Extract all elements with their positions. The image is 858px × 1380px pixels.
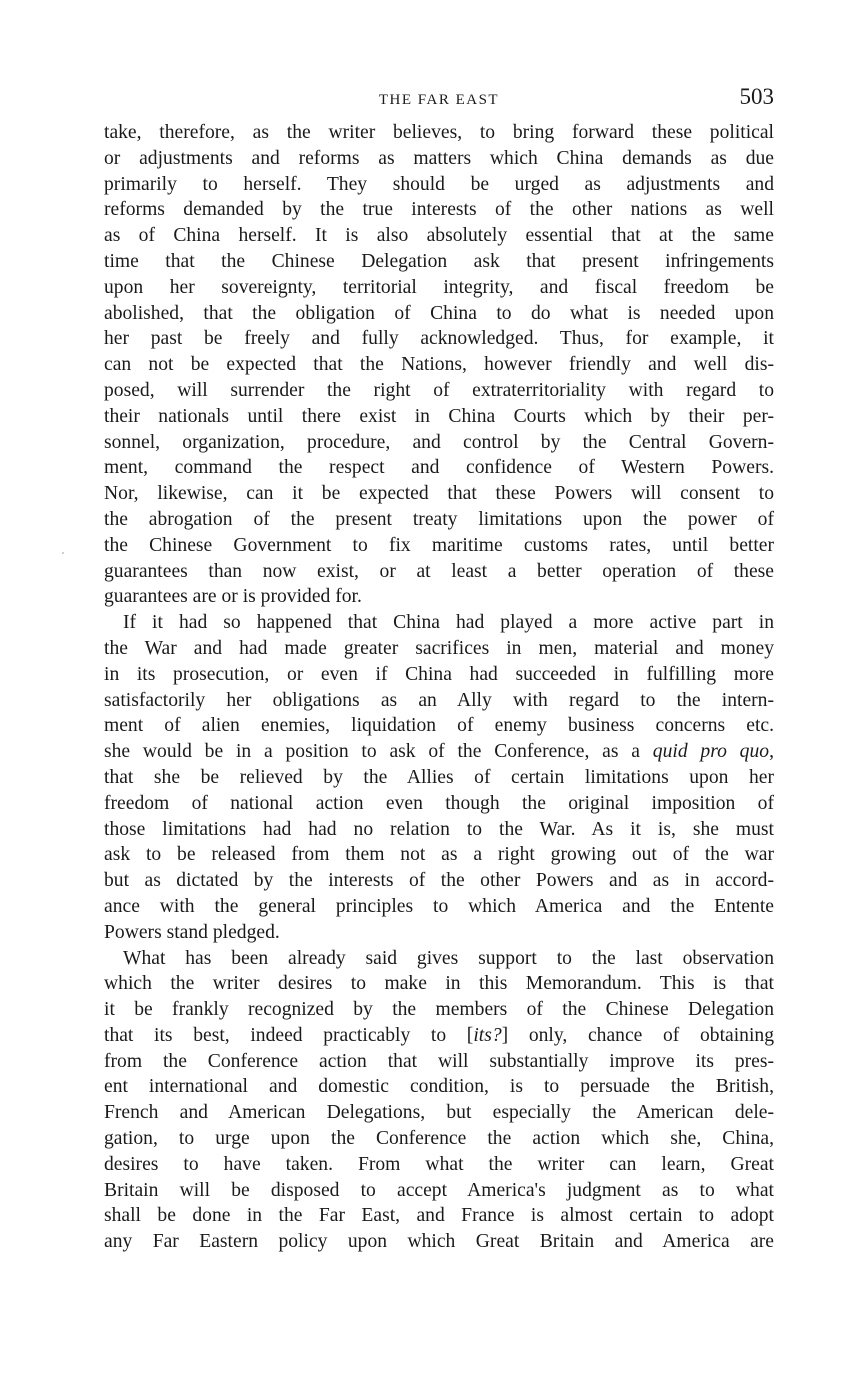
- text-line: What has been already said gives support to the last observation: [123, 947, 774, 969]
- text-line: shall be done in the Far East, and France is almost certain to adopt: [104, 1205, 774, 1227]
- margin-speck: [62, 552, 64, 554]
- body-text: [104, 120, 774, 1255]
- text-segment: she would be in a position to ask of the Conference, as a: [104, 741, 653, 763]
- text-line: freedom of national action even though the original imposition of: [104, 792, 774, 814]
- text-line: those limitations had had no relation to the War. As it is, she must: [104, 818, 774, 840]
- text-line: take, therefore, as the writer believes, to bring forward these political: [104, 122, 774, 143]
- text-line: [104, 739, 774, 765]
- text-line: ment, command the respect and confidence of Western Powers.: [104, 457, 774, 479]
- running-head: [104, 86, 774, 120]
- text-line: If it had so happened that China had played a more active part in: [123, 612, 774, 634]
- paragraph-3: [104, 946, 774, 1256]
- paragraph-2: [104, 610, 774, 945]
- text-line: satisfactorily her obligations as an Ally with regard to the intern-: [104, 689, 774, 711]
- text-line: which the writer desires to make in this Memorandum. This is that: [104, 973, 774, 995]
- text-line: ance with the general principles to which America and the Entente: [104, 895, 774, 917]
- text-line: guarantees than now exist, or at least a better operation of these: [104, 560, 774, 582]
- page-number: 503: [739, 84, 774, 109]
- text-line: the War and had made greater sacrifices in men, material and money: [104, 637, 774, 659]
- text-line: their nationals until there exist in China Courts which by their per-: [104, 405, 774, 427]
- text-line: that she be relieved by the Allies of certain limitations upon her: [104, 766, 774, 788]
- text-line: primarily to herself. They should be urged as adjustments and: [104, 173, 774, 195]
- text-line: her past be freely and fully acknowledged. Thus, for example, it: [104, 328, 774, 350]
- text-line: abolished, that the obligation of China to do what is needed upon: [104, 302, 774, 324]
- text-line: any Far Eastern policy upon which Great Britain and America are: [104, 1231, 774, 1253]
- text-line: Powers stand pledged.: [104, 921, 280, 943]
- text-line: ent international and domestic condition, is to persuade the British,: [104, 1076, 774, 1098]
- text-line: French and American Delegations, but especially the American dele-: [104, 1102, 774, 1124]
- text-segment: ,: [769, 741, 774, 763]
- text-line: reforms demanded by the true interests of the other nations as well: [104, 199, 774, 221]
- text-line: the Chinese Government to fix maritime customs rates, until better: [104, 534, 774, 556]
- text-line: time that the Chinese Delegation ask that present infringements: [104, 250, 774, 272]
- text-line: can not be expected that the Nations, however friendly and well dis-: [104, 354, 774, 376]
- paragraph-1: [104, 120, 774, 610]
- running-title: THE FAR EAST: [378, 92, 500, 108]
- text-line: ask to be released from them not as a right growing out of the war: [104, 844, 774, 866]
- book-page: [104, 86, 774, 1255]
- italic-phrase: its?: [473, 1024, 502, 1046]
- text-line: ment of alien enemies, liquidation of enemy business concerns etc.: [104, 715, 774, 737]
- text-line: gation, to urge upon the Conference the action which she, China,: [104, 1128, 774, 1150]
- text-segment: that its best, indeed practicably to [: [104, 1024, 474, 1046]
- text-line: but as dictated by the interests of the other Powers and as in accord-: [104, 870, 774, 892]
- text-line: or adjustments and reforms as matters which China demands as due: [104, 147, 774, 169]
- text-line: Britain will be disposed to accept America's judgment as to what: [104, 1179, 774, 1201]
- italic-phrase: quid pro quo: [652, 741, 770, 763]
- text-line: [104, 1023, 774, 1049]
- text-line: the abrogation of the present treaty limitations upon the power of: [104, 508, 774, 530]
- text-line: upon her sovereignty, territorial integrity, and fiscal freedom be: [104, 276, 774, 298]
- text-line: desires to have taken. From what the writer can learn, Great: [104, 1153, 774, 1175]
- text-line: as of China herself. It is also absolutely essential that at the same: [104, 225, 774, 247]
- text-line: in its prosecution, or even if China had succeeded in fulfilling more: [104, 663, 774, 685]
- text-segment: ] only, chance of obtaining: [501, 1024, 774, 1046]
- text-line: it be frankly recognized by the members of the Chinese Delegation: [104, 999, 774, 1021]
- text-line: guarantees are or is provided for.: [104, 586, 362, 608]
- text-line: sonnel, organization, procedure, and control by the Central Govern-: [104, 431, 774, 453]
- text-line: from the Conference action that will substantially improve its pres-: [104, 1050, 774, 1072]
- text-line: posed, will surrender the right of extraterritoriality with regard to: [104, 379, 774, 401]
- text-line: Nor, likewise, can it be expected that these Powers will consent to: [104, 483, 774, 505]
